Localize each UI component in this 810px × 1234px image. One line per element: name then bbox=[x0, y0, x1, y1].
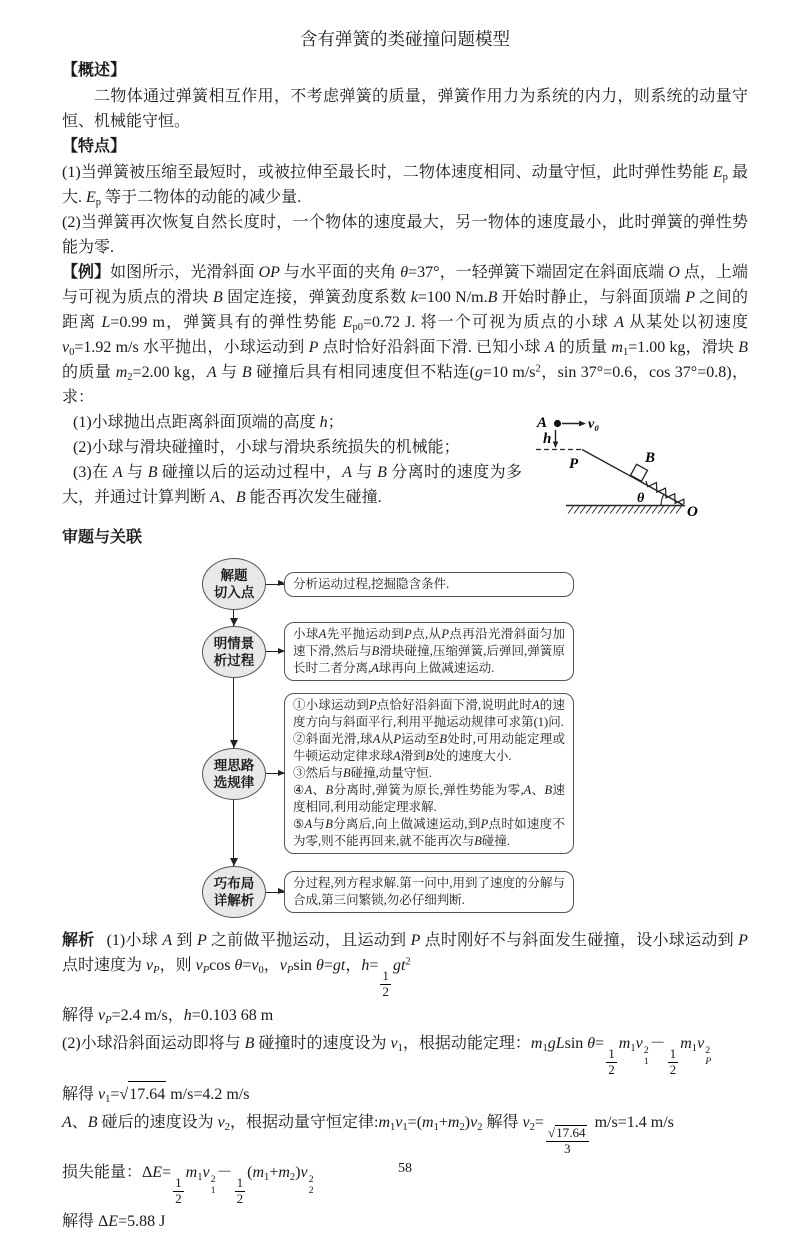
flow-box-1: 分析运动过程,挖掘隐含条件. bbox=[284, 572, 574, 597]
solution-paragraph-5: A、B 碰后的速度设为 $v_2$，根据动量守恒定律$:m_1v_1=(m_1+m_2)v_2$ 解得 $v_2=$ √ $\frac{17.64}{3}$ m/s=1.4 m/s bbox=[62, 1110, 748, 1157]
solution-label: 解析 bbox=[62, 932, 95, 949]
flow-node-3-line-2: 选规律 bbox=[213, 774, 255, 790]
solution-paragraph-2: 解得 $v_P=2.4$ m/s，h=0.103 68 m bbox=[62, 1006, 274, 1027]
feature-item-1: (1)当弹簧被压缩至最短时，或被拉伸至最长时，二物体速度相同、动量守恒，此时弹性势能 $E_p$ 最大. $E_p$ 等于二物体的动能的减少量. bbox=[62, 164, 748, 209]
flow-box-3-item-4: ④A、B分离时,弹簧为原长,弹性势能为零,A、B速度相同,利用动能定理求解. bbox=[293, 783, 565, 814]
overview-heading: 【概述】 bbox=[62, 62, 127, 79]
flow-node-2-line-2: 析过程 bbox=[213, 652, 255, 668]
flow-arrow-right-4 bbox=[266, 892, 284, 893]
flow-row-2 bbox=[202, 622, 574, 681]
solution-paragraph-6: 损失能量：ΔE= $\frac{1}{2}$ $m_1v$ 2 1 － $\frac{1}{2}$ $(m_1+m_2)v$ 2 2 bbox=[62, 1163, 314, 1206]
solution-p1-text: (1)小球 A 到 P 之前做平抛运动，且运动到 P 点时刚好不与斜面发生碰撞，设小球运动到 P 点时速度为 $v_P$，则 $v_P\cos$ $\theta=v_0$，$v_P\sin$ θ=gt，h= $\frac{1}{2}$ $gt^2$ bbox=[62, 932, 748, 1000]
block-b-rect bbox=[631, 464, 648, 481]
flow-box-3-item-3: ③然后与B碰撞,动量守恒. bbox=[293, 766, 432, 780]
question-1: (1)小球抛出点距离斜面顶端的高度 h； bbox=[73, 414, 344, 431]
flow-row-4 bbox=[202, 866, 574, 918]
flow-node-1-line-2: 切入点 bbox=[213, 585, 255, 600]
question-3: (3)在 A 与 B 碰撞以后的运动过程中，A 与 B 分离时的速度为多大，并通过计算判断 A、B 能否再次发生碰撞. bbox=[62, 464, 522, 506]
flow-box-2: 小球A先平抛运动到P点,从P点再沿光滑斜面匀加速下滑,然后与B滑块碰撞,压缩弹簧,后弹回,弹簧原长时二者分离,A球再向上做减速运动. bbox=[284, 622, 574, 681]
example-body-text: 如图所示，光滑斜面 OP 与水平面的夹角 θ=37°，一轻弹簧下端固定在斜面底端 O 点，上端与可视为质点的滑块 B 固定连接，弹簧劲度系数 k=100 N/m.B 开始时静止，与斜面顶端 P 之间的距离 L=0.99 m，弹簧具有的弹性势能 $E_{p0}=0.72$ J. 将一个可视为质点的小球 A 从某处以初速度 $v_0=1.92$ m/s 水平抛出，小球运动到 P 点时恰好沿斜面下滑. 已知小球 A 的质量 $m_1=1.00$ kg，滑块 B 的质量 $m_2=2.00$ kg，A 与 B 碰撞后具有相同速度但不粘连(g=10 $m/s^2$，sin 37°=0.6，cos 37°=0.8)，求： bbox=[62, 264, 748, 406]
spring-zigzag bbox=[646, 481, 684, 504]
flow-node-choose-laws bbox=[202, 748, 266, 800]
flow-arrow-right-2 bbox=[266, 651, 284, 652]
figure-label-theta: θ bbox=[637, 491, 645, 506]
feature-item-2: (2)当弹簧再次恢复自然长度时，一个物体的速度最大，另一物体的速度最小，此时弹簧的弹性势能为零. bbox=[62, 214, 748, 256]
incline-spring-figure bbox=[534, 410, 748, 524]
flow-box-3-item-5: ⑤A与B分离后,向上做减速运动,到P点时如速度不为零,则不能再回来,就不能再次与B碰撞. bbox=[293, 817, 565, 848]
flow-arrow-right-1 bbox=[266, 584, 284, 585]
flow-box-4: 分过程,列方程求解.第一问中,用到了速度的分解与合成,第三问繁锁,勿必仔细判断. bbox=[284, 871, 574, 913]
incline-line bbox=[582, 450, 685, 507]
solution-section bbox=[62, 928, 748, 1234]
features-heading: 【特点】 bbox=[62, 138, 127, 155]
flow-node-4-line-1: 巧布局 bbox=[213, 876, 255, 891]
angle-arc bbox=[661, 494, 664, 505]
ground-hatching bbox=[568, 506, 682, 514]
overview-body: 二物体通过弹簧相互作用，不考虑弹簧的质量，弹簧作用力为系统的内力，则系统的动量守恒、机械能守恒。 bbox=[62, 88, 748, 130]
analysis-heading: 审题与关联 bbox=[62, 529, 143, 546]
solution-paragraph-1 bbox=[62, 928, 748, 1000]
figure-label-b: B bbox=[645, 450, 656, 466]
page-number: 58 bbox=[398, 1161, 412, 1176]
example-label: 【例】 bbox=[62, 264, 111, 281]
flow-arrow-right-3 bbox=[266, 773, 284, 774]
flow-row-1 bbox=[202, 558, 574, 610]
ball-a-dot bbox=[554, 420, 561, 427]
flow-node-detailed-solution bbox=[202, 866, 266, 918]
figure-svg bbox=[534, 410, 748, 524]
flow-node-scene-analysis bbox=[202, 626, 266, 678]
analysis-flowchart bbox=[202, 558, 574, 918]
h-arrow-head bbox=[553, 442, 559, 449]
flow-node-2-line-1: 明情景 bbox=[213, 635, 255, 651]
question-2: (2)小球与滑块碰撞时，小球与滑块系统损失的机械能； bbox=[73, 439, 460, 456]
figure-label-ball-a: A bbox=[537, 415, 548, 431]
flow-node-1-line-1: 解题 bbox=[220, 568, 248, 583]
flow-node-3-line-1: 理思路 bbox=[213, 757, 255, 773]
flow-box-3 bbox=[284, 693, 574, 854]
flow-node-4-line-2: 详解析 bbox=[213, 893, 255, 908]
solution-paragraph-7: 解得 ΔE=5.88 J bbox=[62, 1213, 166, 1231]
solution-paragraph-3: (2)小球沿斜面运动即将与 B 碰撞时的速度设为 $v_1$，根据动能定理：$m_1gLsin$ θ= $\frac{1}{2}$ $m_1v$ 2 1 － $\frac{1}{2}$ $m_1v$ 2 P bbox=[62, 1034, 712, 1078]
page-title: 含有弹簧的类碰撞问题模型 bbox=[300, 29, 510, 49]
v0-arrow-head bbox=[579, 421, 586, 427]
figure-label-o: O bbox=[687, 504, 698, 520]
flow-row-3 bbox=[202, 693, 574, 854]
example-paragraph bbox=[62, 260, 748, 410]
figure-label-v0: v₀ bbox=[588, 417, 600, 432]
figure-label-p: P bbox=[569, 456, 579, 472]
flow-box-3-item-2: ②斜面光滑,球A从P运动至B处时,可用动能定理或牛顿运动定律求球A滑到B处的速度大小. bbox=[293, 732, 565, 763]
flow-node-entry-point bbox=[202, 558, 266, 610]
figure-label-h: h bbox=[543, 431, 552, 447]
solution-paragraph-4: 解得 $v_1=$ √ 17.64 m/s=4.2 m/s bbox=[62, 1081, 748, 1107]
flow-box-3-item-1: ①小球运动到P点恰好沿斜面下滑,说明此时A的速度方向与斜面平行,利用平抛运动规律可求第(1)问. bbox=[293, 698, 565, 729]
